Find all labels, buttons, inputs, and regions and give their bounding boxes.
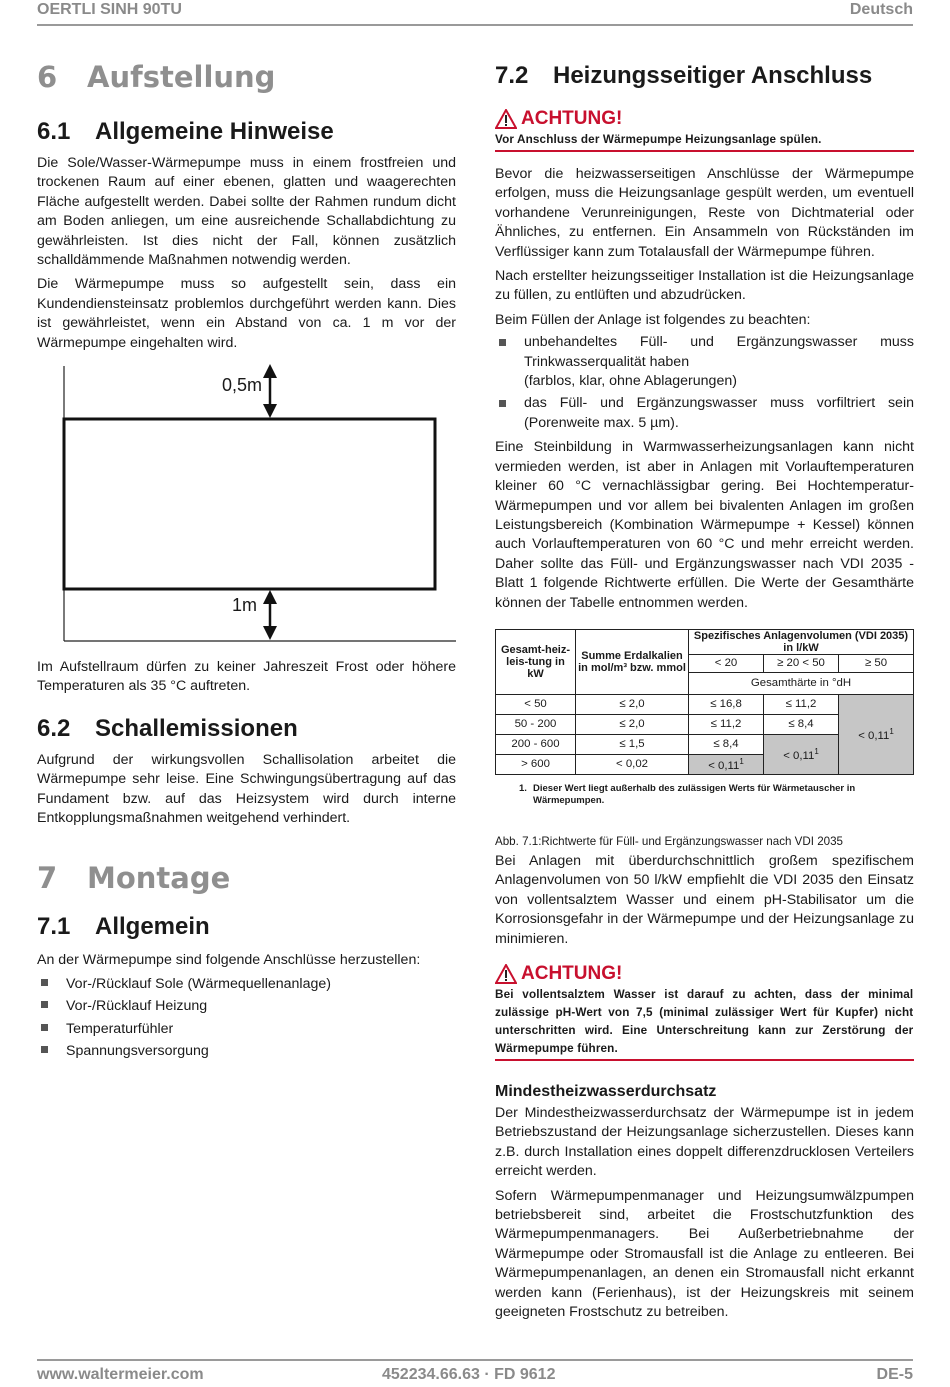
table-cell: < 0,02 [576, 754, 689, 774]
table-header-vol-2: ≥ 20 < 50 [764, 654, 839, 672]
section-title: Schallemissionen [95, 714, 298, 742]
section-7-1-heading [37, 913, 456, 941]
footnote-ref: 1 [889, 727, 894, 737]
list-item: Vor-/Rücklauf Sole (Wärmequellenanlage) [37, 973, 456, 996]
table-cell-value: < 0,11 [783, 749, 815, 762]
table-header-vol-1: < 20 [689, 654, 764, 672]
list-item [495, 394, 914, 433]
table-cell: 200 - 600 [496, 734, 576, 754]
table-cell: ≤ 8,4 [764, 714, 839, 734]
connection-list [37, 973, 456, 1063]
footnote-ref: 1 [739, 757, 744, 767]
table-cell-value: < 0,11 [708, 759, 740, 772]
table-cell: ≤ 16,8 [689, 694, 764, 714]
warning-triangle-icon [495, 109, 517, 129]
footer-document-number: 452234.66.63 · FD 9612 [382, 1366, 556, 1383]
paragraph: Sofern Wärmepumpenmanager und Heizungsumwälzpumpen betriebsbereit sind, arbeitet die Frostschutzfunktion des Wärmepumpenmanagers. Bei Außerbetriebnahme der Wärmepumpe oder Stromausfall ist die Anlage zu entleeren. Bei Wärmepumpenanlagen, an denen ein Stromausfall nicht erkannt werden kann (Ferienhaus), ist der Heizungskreis mit seinem geeigneten Frostschutz zu betreiben. [495, 1187, 914, 1321]
table-header-vol-3: ≥ 50 [839, 654, 914, 672]
section-number: 6.2 [37, 714, 71, 742]
table-header-alkaline-sum: Summe Erdalkalien in mol/m³ bzw. mmol [576, 629, 689, 694]
list-item: Spannungsversorgung [37, 1040, 456, 1063]
footnote-ref: 1 [814, 747, 819, 757]
chapter-title: Montage [87, 860, 231, 895]
section-6-2-heading [37, 715, 456, 743]
table-cell: ≤ 2,0 [576, 714, 689, 734]
warning-title: ACHTUNG! [521, 108, 623, 129]
section-6-1-heading [37, 118, 456, 146]
front-clearance-label: 1m [232, 595, 258, 616]
chapter-title: Aufstellung [87, 60, 276, 94]
table-row [496, 694, 914, 714]
paragraph: Bei Anlagen mit überdurchschnittlich großem spezifischem Anlagenvolumen von 50 l/kW empfiehlt die VDI 2035 den Einsatz von vollentsalztem Wasser und einem pH-Stabilisator um die Korrosionsgefahr in der Wärmepumpe und der Heizungsanlage zu minimieren. [495, 852, 914, 947]
warning-box [495, 108, 914, 152]
warning-text: Bei vollentsalztem Wasser ist darauf zu achten, dass der minimal zulässige pH-Wert von 7,5 (minimal zulässiger Wert für Kupfer) nicht unterschritten wird. Eine Unterschreitung kann zur Zerstörung der Wärmepumpe führen. [495, 986, 914, 1055]
paragraph: An der Wärmepumpe sind folgende Anschlüsse herzustellen: [37, 951, 421, 968]
footnote-text: Dieser Wert liegt außerhalb des zulässigen Werts für Wärmetauscher in Wärmepumpen. [533, 782, 856, 807]
clearance-diagram [37, 361, 456, 651]
table-header-hardness: Gesamthärte in °dH [689, 672, 914, 694]
section-number: 7.2 [495, 62, 529, 89]
table-cell: ≤ 8,4 [689, 734, 764, 754]
figure-caption: Abb. 7.1:Richtwerte für Füll- und Ergänzungswasser nach VDI 2035 [495, 834, 843, 848]
header-product: OERTLI SINH 90TU [37, 1, 182, 18]
right-column [495, 60, 914, 1322]
chapter-6-heading [37, 60, 456, 94]
chapter-number: 6 [37, 60, 58, 94]
section-number: 6.1 [37, 118, 71, 145]
left-column [37, 60, 456, 1063]
page-footer [37, 1359, 913, 1387]
header-language: Deutsch [849, 1, 913, 18]
paragraph: Bevor die heizwasserseitigen Anschlüsse der Wärmepumpe erfolgen, muss die Heizungsanlage gespült werden, um eventuell vorhandene Verunreinigungen, Reste von Dichtmaterial oder Ähnliches, zu entfernen. Ein Ansammeln von Rückständen im Verflüssiger kann zum Totalausfall der Wärmepumpe führen. [495, 166, 914, 260]
paragraph: Eine Steinbildung in Warmwasserheizungsanlagen kann nicht vermieden werden, ist aber in Anlagen mit Vorlauftemperaturen kleiner 60 °C vernachlässigbar gering. Bei Hochtemperatur-Wärmepumpen und vor allem bei bivalenten Anlagen im großen Leistungsbereich (Kombination Wärmepumpe + Kessel) können auch Vorlauftemperaturen von 60 °C und mehr erreicht werden. Daher sollte das Füll- und Ergänzungswasser nach VDI 2035 - Blatt 1 folgende Richtwerte erfüllen. Die Werte der Gesamthärte können der Tabelle entnommen werden. [495, 439, 914, 611]
paragraph: Aufgrund der wirkungsvollen Schallisolation arbeitet die Wärmepumpe sehr leise. Eine Schwingungsübertragung auf das Fundament bzw. auf das Heizsystem wird durch interne Entkopplungsmaßnahmen weitgehend verhindert. [37, 751, 456, 827]
table-cell: ≤ 1,5 [576, 734, 689, 754]
table-cell-gray [689, 754, 764, 774]
section-title: Heizungsseitiger Anschluss [553, 62, 873, 89]
table-cell-gray [764, 734, 839, 774]
paragraph: Die Wärmepumpe muss so aufgestellt sein, dass ein Kundendiensteinsatz problemlos durchgeführt werden kann. Dies ist gewährleistet, wenn ein Abstand von ca. 1 m vor der Wärmepumpe eingehalten wird. [37, 276, 456, 351]
table-cell: < 50 [496, 694, 576, 714]
table-header-power: Gesamt-heiz-leis-tung in kW [496, 629, 576, 694]
warning-title: ACHTUNG! [521, 962, 623, 984]
footer-page-number: DE-5 [876, 1366, 913, 1383]
table-cell: ≤ 11,2 [689, 714, 764, 734]
table-footnote [495, 783, 914, 808]
table-cell-value: < 0,11 [858, 729, 890, 742]
list-item-note: (farblos, klar, ohne Ablagerungen) [524, 373, 737, 390]
page-header [37, 0, 913, 26]
warning-text: Vor Anschluss der Wärmepumpe Heizungsanlage spülen. [495, 132, 822, 146]
footer-website: www.waltermeier.com [37, 1366, 204, 1383]
table-cell: ≤ 2,0 [576, 694, 689, 714]
arrow-up-icon [263, 590, 277, 604]
section-7-2-heading [495, 62, 914, 90]
chapter-7-heading [37, 861, 456, 895]
paragraph: Im Aufstellraum dürfen zu keiner Jahreszeit Frost oder höhere Temperaturen als 35 °C auftreten. [37, 659, 456, 695]
chapter-number: 7 [37, 860, 58, 895]
list-item: Temperaturfühler [37, 1018, 456, 1041]
warning-heading [495, 108, 914, 130]
list-item-text: unbehandeltes Füll- und Ergänzungswasser muss Trinkwasserqualität haben [524, 334, 914, 370]
list-item: Vor-/Rücklauf Heizung [37, 995, 456, 1018]
arrow-up-icon [263, 364, 277, 378]
table-cell-gray [839, 694, 914, 774]
table-header-specific-volume: Spezifisches Anlagenvolumen (VDI 2035) in l/kW [689, 629, 914, 654]
table-cell: 50 - 200 [496, 714, 576, 734]
section-title: Allgemeine Hinweise [95, 118, 334, 145]
top-clearance-label: 0,5m [222, 375, 263, 396]
filling-rules-list [495, 333, 914, 433]
list-item-text: das Füll- und Ergänzungswasser muss vorfiltriert sein (Porenweite max. 5 µm). [524, 395, 914, 431]
vdi2035-table [495, 629, 914, 775]
arrow-down-icon [263, 626, 277, 640]
heat-pump-outline [64, 419, 435, 589]
paragraph: Nach erstellter heizungsseitiger Installation ist die Heizungsanlage zu füllen, zu entlüften und abzudrücken. [495, 268, 914, 304]
section-title: Allgemein [95, 912, 210, 940]
table-cell: > 600 [496, 754, 576, 774]
subsection-heading: Mindestheizwasserdurchsatz [495, 1082, 717, 1100]
paragraph: Beim Füllen der Anlage ist folgendes zu beachten: [495, 311, 811, 328]
table-cell: ≤ 11,2 [764, 694, 839, 714]
list-item [495, 333, 914, 391]
arrow-down-icon [263, 404, 277, 418]
section-number: 7.1 [37, 912, 71, 940]
footnote-number: 1. [519, 782, 527, 794]
warning-triangle-icon [495, 964, 517, 984]
warning-box [495, 963, 914, 1061]
paragraph: Die Sole/Wasser-Wärmepumpe muss in einem frostfreien und trockenen Raum auf einer ebenen, glatten und waagerechten Fläche aufgestellt werden. Dabei sollte der Rahmen rundum dicht am Boden anliegen, um eine ausreichende Schallabdichtung zu gewährleisten. Ist dies nicht der Fall, können zusätzlich schalldämmende Maßnahmen notwendig werden. [37, 155, 456, 269]
warning-heading [495, 963, 914, 985]
paragraph: Der Mindestheizwasserdurchsatz der Wärmepumpe ist in jedem Betriebszustand der Heizungsanlage sicherzustellen. Dieses kann z.B. durch Installation eines doppelt differenzdrucklosen Verteilers erreicht werden. [495, 1104, 914, 1180]
